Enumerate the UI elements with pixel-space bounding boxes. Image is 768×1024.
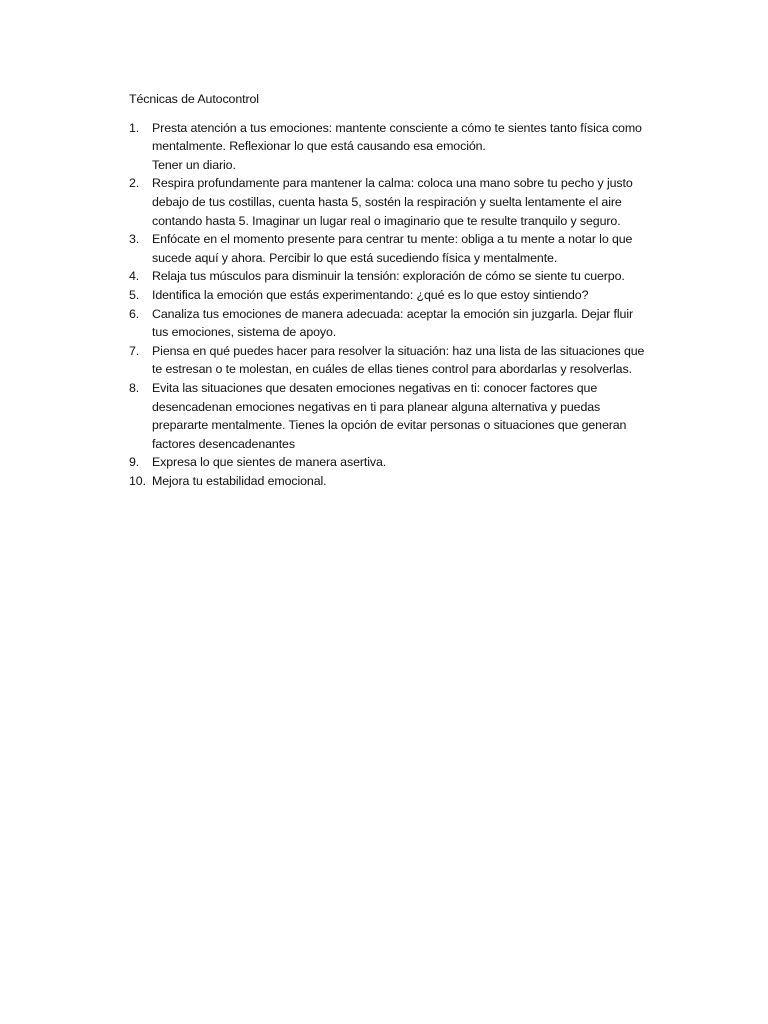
list-item-number: 10. <box>129 473 146 488</box>
list-item-text-line: te estresan o te molestan, en cuáles de ellas tienes control para abordarlas y resolverlas. <box>152 362 632 377</box>
list-item <box>129 379 669 453</box>
list-item <box>129 286 669 305</box>
list-item <box>129 267 669 286</box>
list-item-number: 6. <box>129 306 140 321</box>
document-title: Técnicas de Autocontrol <box>129 92 259 106</box>
list-item-text-line: Evita las situaciones que desaten emociones negativas en ti: conocer factores que <box>152 380 598 395</box>
numbered-list <box>129 119 669 491</box>
list-item <box>129 472 669 491</box>
list-item-text-line: Identifica la emoción que estás experimentando: ¿qué es lo que estoy sintiendo? <box>152 287 589 302</box>
list-item-text-line: Mejora tu estabilidad emocional. <box>152 473 327 488</box>
list-item-text-line: tus emociones, sistema de apoyo. <box>152 325 337 340</box>
list-item-text-line: prepararte mentalmente. Tienes la opción de evitar personas o situaciones que generan <box>152 418 627 433</box>
list-item-text-line: Expresa lo que sientes de manera asertiva. <box>152 455 387 470</box>
list-item-text-line: Relaja tus músculos para disminuir la tensión: exploración de cómo se siente tu cuerpo. <box>152 269 625 284</box>
list-item-text-line: mentalmente. Reflexionar lo que está causando esa emoción. <box>152 139 486 154</box>
list-item-number: 8. <box>129 380 140 395</box>
list-item <box>129 342 669 379</box>
list-item-text-line: desencadenan emociones negativas en ti para planear alguna alternativa y puedas <box>152 399 601 414</box>
list-item-number: 3. <box>129 232 140 247</box>
list-item-text-line: Canaliza tus emociones de manera adecuada: aceptar la emoción sin juzgarla. Dejar fluir <box>152 306 633 321</box>
list-item-number: 7. <box>129 343 140 358</box>
list-item <box>129 305 669 342</box>
list-item-number: 5. <box>129 287 140 302</box>
list-item <box>129 174 669 230</box>
list-item-number: 1. <box>129 120 140 135</box>
list-item <box>129 230 669 267</box>
list-item-text-line: sucede aquí y ahora. Percibir lo que está sucediendo física y mentalmente. <box>152 250 558 265</box>
document-body <box>129 90 669 490</box>
list-item-text-line: Respira profundamente para mantener la calma: coloca una mano sobre tu pecho y justo <box>152 176 633 191</box>
list-item-text-line: debajo de tus costillas, cuenta hasta 5, sostén la respiración y suelta lentamente el aire <box>152 194 622 209</box>
list-item-text-line: Presta atención a tus emociones: mantente consciente a cómo te sientes tanto física como <box>152 120 642 135</box>
list-item-text-line: Piensa en qué puedes hacer para resolver la situación: haz una lista de las situaciones que <box>152 343 645 358</box>
list-item-number: 2. <box>129 176 140 191</box>
list-item-text-line: factores desencadenantes <box>152 436 295 451</box>
list-item-text-line: contando hasta 5. Imaginar un lugar real o imaginario que te resulte tranquilo y seguro. <box>152 213 621 228</box>
list-item-number: 4. <box>129 269 140 284</box>
list-item-text-line: Tener un diario. <box>152 157 236 172</box>
list-item <box>129 453 669 472</box>
list-item-number: 9. <box>129 455 140 470</box>
list-item-text-line: Enfócate en el momento presente para centrar tu mente: obliga a tu mente a notar lo que <box>152 232 633 247</box>
list-item <box>129 119 669 175</box>
